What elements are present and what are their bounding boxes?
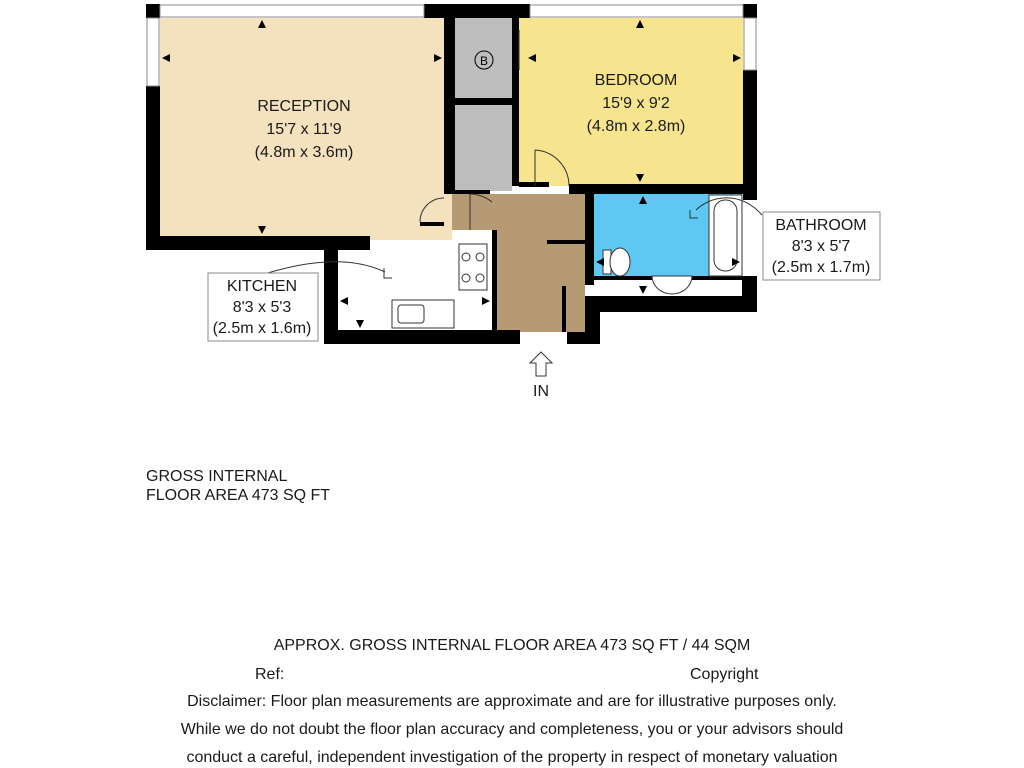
approx-area-text: APPROX. GROSS INTERNAL FLOOR AREA 473 SQ FT / 44 SQM (273, 637, 751, 654)
disclaimer-line2: While we do not doubt the floor plan accuracy and completeness, you or your advisors should (180, 721, 844, 738)
disclaimer-line1: Disclaimer: Floor plan measurements are approximate and are for illustrative purposes only. (187, 693, 837, 710)
kitchen-name: KITCHEN (226, 278, 298, 295)
kitchen-imperial: 8'3 x 5'3 (232, 299, 292, 316)
bathroom-name: BATHROOM (775, 217, 867, 234)
reception-label (255, 98, 354, 161)
hob-icon (459, 244, 487, 290)
reception-name: RECEPTION (257, 98, 351, 115)
reception-imperial: 15'7 x 11'9 (266, 121, 342, 138)
bedroom-imperial: 15'9 x 9'2 (602, 95, 670, 112)
gross-area-line2: FLOOR AREA 473 SQ FT (146, 487, 331, 504)
kitchen-label (208, 273, 318, 341)
entrance-arrow-icon (530, 352, 552, 376)
gross-area-block (146, 467, 330, 505)
disclaimer-line3: conduct a careful, independent investigation of the property in respect of monetary valuation (186, 749, 838, 766)
svg-text:B: B (479, 54, 489, 68)
ref-label: Ref: (255, 666, 285, 683)
entrance-label: IN (533, 383, 549, 400)
storage-cupboard-floor (455, 105, 512, 191)
sink-icon (392, 300, 454, 328)
bedroom-name: BEDROOM (594, 72, 678, 89)
reception-metric: (4.8m x 3.6m) (254, 144, 354, 161)
toilet-icon (603, 248, 630, 276)
bedroom-metric: (4.8m x 2.8m) (586, 118, 686, 135)
gross-area-line1: GROSS INTERNAL (146, 468, 288, 485)
copyright-label: Copyright (690, 666, 759, 683)
bathroom-metric: (2.5m x 1.7m) (771, 259, 871, 276)
washbasin-icon (652, 276, 692, 294)
bathroom-label (763, 212, 880, 280)
bathroom-imperial: 8'3 x 5'7 (791, 238, 851, 255)
bathtub-icon (709, 195, 742, 276)
kitchen-metric: (2.5m x 1.6m) (212, 320, 312, 337)
